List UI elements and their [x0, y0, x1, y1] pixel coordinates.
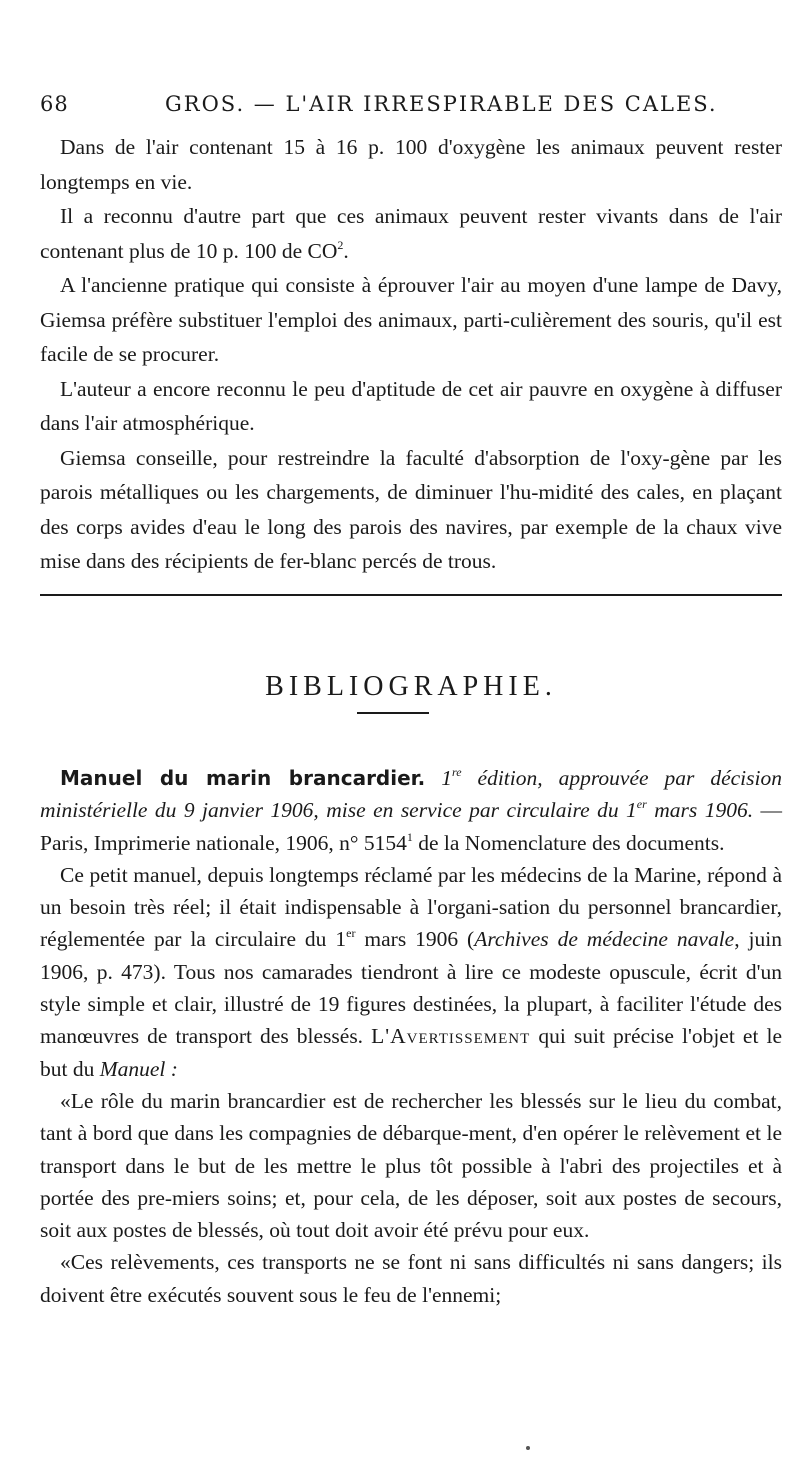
- running-head: [40, 92, 782, 124]
- book-title: Manuel du marin brancardier.: [60, 766, 426, 790]
- running-title: GROS. — L'AIR IRRESPIRABLE DES CALES.: [165, 92, 718, 116]
- page-number: 68: [40, 92, 69, 116]
- paragraph: Il a reconnu d'autre part que ces animaux peuvent rester vivants dans de l'air contenant plus de 10 p. 100 de $CO^2$.: [40, 204, 782, 263]
- section-divider: [40, 594, 782, 596]
- paragraph: Dans de l'air contenant 15 à 16 p. 100 d'oxygène les animaux peuvent rester longtemps en vie.: [40, 135, 782, 194]
- title-underline: [357, 712, 429, 714]
- section-title: BIBLIOGRAPHIE.: [265, 671, 557, 703]
- paragraph: A l'ancienne pratique qui consiste à éprouver l'air au moyen d'une lampe de Davy, Giemsa préfère substituer l'emploi des animaux, parti-culièrement des souris, qu'il est facile de se procurer.: [40, 273, 782, 366]
- paragraph: Ce petit manuel, depuis longtemps réclamé par les médecins de la Marine, répond à un besoin très réel; il était indispensable à l'organi-sation du personnel brancardier, réglementée par la circulaire du 1er mars 1906 (Archives de médecine navale, juin 1906, p. 473). Tous nos camarades tiendront à lire ce modeste opuscule, écrit d'un style simple et clair, illustré de 19 figures destinées, la plupart, à faciliter l'étude des manœuvres de transport des blessés. L'Avertissement qui suit précise l'objet et le but du Manuel :: [40, 862, 782, 1081]
- paragraph: L'auteur a encore reconnu le peu d'aptitude de cet air pauvre en oxygène à diffuser dans l'air atmosphérique.: [40, 376, 782, 435]
- review-citation: Manuel du marin brancardier. 1re édition, approuvée par décision ministérielle du 9 janvier 1906, mise en service par circulaire du 1er mars 1906. — Paris, Imprimerie nationale, 1906, n° 5154$^1$ de la Nomenclature des documents.: [40, 765, 783, 855]
- review-text: [40, 762, 782, 1311]
- quotation-paragraph: «Ces relèvements, ces transports ne se font ni sans difficultés ni sans dangers; ils doivent être exécutés souvent sous le feu de l'ennemi;: [40, 1250, 782, 1307]
- body-text: [40, 130, 782, 579]
- print-speck: [526, 1446, 530, 1450]
- paragraph: Giemsa conseille, pour restreindre la faculté d'absorption de l'oxy-gène par les parois métalliques ou les chargements, de diminuer l'hu-midité des cales, en plaçant des corps avides d'eau le long des parois des navires, par exemple de la chaux vive mise dans des récipients de fer-blanc percés de trous.: [40, 445, 782, 573]
- quotation-paragraph: «Le rôle du marin brancardier est de rechercher les blessés sur le lieu du combat, tant à bord que dans les compagnies de débarque-ment, d'en opérer le relèvement et le transport dans le but de les mettre le plus tôt possible à l'abri des projectiles et à portée des pre-miers soins; et, pour cela, de les déposer, soit aux postes de secours, soit aux postes de blessés, où tout doit avoir été prévu pour eux.: [40, 1088, 782, 1243]
